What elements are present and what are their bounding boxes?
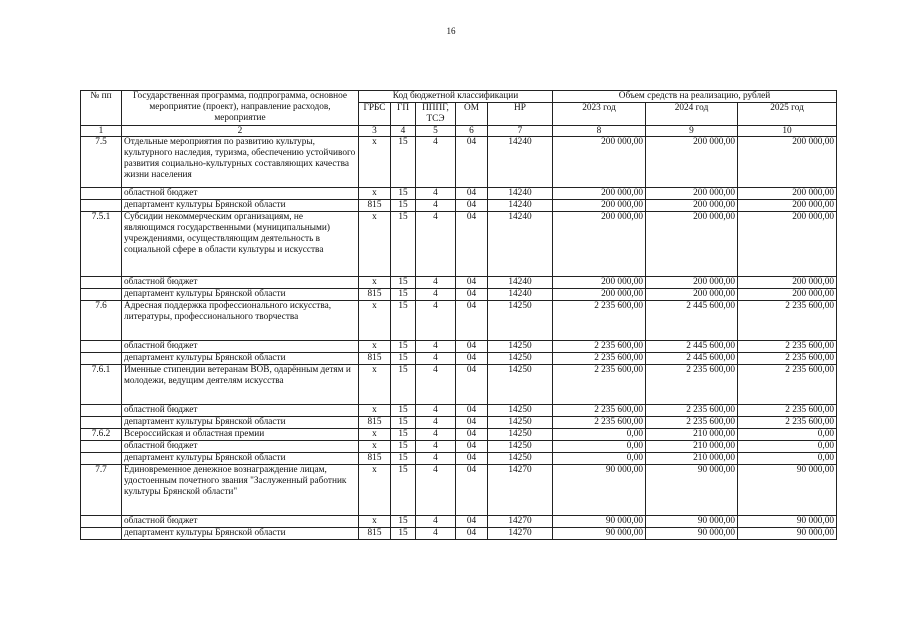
table-row — [81, 417, 837, 429]
amount-2024-cell: 90 000,00 — [646, 528, 738, 540]
header-year-2025: 2025 год — [738, 103, 837, 126]
gp-cell: 15 — [391, 365, 416, 405]
nr-cell: 14250 — [488, 441, 553, 453]
gp-cell: 15 — [391, 200, 416, 212]
row-name-cell: областной бюджет — [122, 341, 359, 353]
nr-cell: 14250 — [488, 353, 553, 365]
grbs-cell: х — [359, 137, 391, 188]
amount-2023-cell: 2 235 600,00 — [553, 365, 646, 405]
amount-2024-cell: 2 445 600,00 — [646, 353, 738, 365]
amount-2025-cell: 200 000,00 — [738, 277, 837, 289]
amount-2025-cell: 200 000,00 — [738, 200, 837, 212]
pppg-cell: 4 — [416, 528, 456, 540]
column-index: 9 — [646, 126, 738, 137]
nr-cell: 14270 — [488, 516, 553, 528]
om-cell: 04 — [456, 365, 488, 405]
row-number-cell — [81, 200, 122, 212]
column-index: 1 — [81, 126, 122, 137]
header-pppg: ПППГ, ТСЭ — [416, 103, 456, 126]
table-row — [81, 341, 837, 353]
column-index: 2 — [122, 126, 359, 137]
pppg-cell: 4 — [416, 188, 456, 200]
grbs-cell: х — [359, 341, 391, 353]
column-index: 3 — [359, 126, 391, 137]
nr-cell: 14250 — [488, 417, 553, 429]
om-cell: 04 — [456, 417, 488, 429]
row-number-cell — [81, 405, 122, 417]
table-row — [81, 353, 837, 365]
amount-2024-cell: 210 000,00 — [646, 453, 738, 465]
amount-2025-cell: 2 235 600,00 — [738, 341, 837, 353]
amount-2023-cell: 2 235 600,00 — [553, 417, 646, 429]
amount-2024-cell: 200 000,00 — [646, 212, 738, 277]
header-year-2024: 2024 год — [646, 103, 738, 126]
grbs-cell: х — [359, 429, 391, 441]
amount-2024-cell: 90 000,00 — [646, 516, 738, 528]
row-name-cell: областной бюджет — [122, 405, 359, 417]
nr-cell: 14240 — [488, 200, 553, 212]
row-name-cell: Адресная поддержка профессионального искусства, литературы, профессионального творчества — [122, 301, 359, 341]
amount-2023-cell: 0,00 — [553, 429, 646, 441]
amount-2023-cell: 200 000,00 — [553, 289, 646, 301]
gp-cell: 15 — [391, 277, 416, 289]
grbs-cell: х — [359, 365, 391, 405]
amount-2024-cell: 200 000,00 — [646, 137, 738, 188]
om-cell: 04 — [456, 137, 488, 188]
amount-2024-cell: 210 000,00 — [646, 441, 738, 453]
header-year-2023: 2023 год — [553, 103, 646, 126]
row-name-cell: Всероссийская и областная премии — [122, 429, 359, 441]
row-number-cell — [81, 441, 122, 453]
om-cell: 04 — [456, 441, 488, 453]
row-name-cell: департамент культуры Брянской области — [122, 289, 359, 301]
table-row — [81, 453, 837, 465]
row-number-cell — [81, 453, 122, 465]
om-cell: 04 — [456, 277, 488, 289]
row-name-cell: департамент культуры Брянской области — [122, 453, 359, 465]
amount-2025-cell: 200 000,00 — [738, 188, 837, 200]
row-number-cell — [81, 417, 122, 429]
amount-2024-cell: 200 000,00 — [646, 200, 738, 212]
pppg-cell: 4 — [416, 429, 456, 441]
table-row — [81, 212, 837, 277]
table-body — [81, 137, 837, 540]
header-gp: ГП — [391, 103, 416, 126]
om-cell: 04 — [456, 301, 488, 341]
amount-2023-cell: 200 000,00 — [553, 212, 646, 277]
row-name-cell: Именные стипендии ветеранам ВОВ, одарённым детям и молодежи, ведущим деятелям искусства — [122, 365, 359, 405]
grbs-cell: х — [359, 465, 391, 516]
pppg-cell: 4 — [416, 405, 456, 417]
amount-2023-cell: 2 235 600,00 — [553, 405, 646, 417]
row-name-cell: областной бюджет — [122, 441, 359, 453]
pppg-cell: 4 — [416, 341, 456, 353]
pppg-cell: 4 — [416, 200, 456, 212]
gp-cell: 15 — [391, 429, 416, 441]
amount-2025-cell: 0,00 — [738, 453, 837, 465]
row-name-cell: департамент культуры Брянской области — [122, 200, 359, 212]
gp-cell: 15 — [391, 301, 416, 341]
pppg-cell: 4 — [416, 516, 456, 528]
gp-cell: 15 — [391, 137, 416, 188]
amount-2024-cell: 200 000,00 — [646, 289, 738, 301]
amount-2023-cell: 0,00 — [553, 453, 646, 465]
grbs-cell: 815 — [359, 453, 391, 465]
header-number: № пп — [81, 91, 122, 126]
table-row — [81, 277, 837, 289]
gp-cell: 15 — [391, 188, 416, 200]
column-index: 8 — [553, 126, 646, 137]
amount-2023-cell: 200 000,00 — [553, 277, 646, 289]
amount-2024-cell: 2 235 600,00 — [646, 417, 738, 429]
grbs-cell: 815 — [359, 289, 391, 301]
row-number-cell — [81, 289, 122, 301]
row-name-cell: департамент культуры Брянской области — [122, 417, 359, 429]
om-cell: 04 — [456, 289, 488, 301]
gp-cell: 15 — [391, 417, 416, 429]
amount-2023-cell: 200 000,00 — [553, 200, 646, 212]
nr-cell: 14250 — [488, 405, 553, 417]
nr-cell: 14250 — [488, 365, 553, 405]
nr-cell: 14240 — [488, 277, 553, 289]
amount-2023-cell: 0,00 — [553, 441, 646, 453]
amount-2025-cell: 200 000,00 — [738, 212, 837, 277]
amount-2025-cell: 200 000,00 — [738, 289, 837, 301]
table-row — [81, 528, 837, 540]
om-cell: 04 — [456, 429, 488, 441]
header-om: ОМ — [456, 103, 488, 126]
nr-cell: 14250 — [488, 453, 553, 465]
amount-2024-cell: 2 445 600,00 — [646, 341, 738, 353]
amount-2024-cell: 200 000,00 — [646, 188, 738, 200]
om-cell: 04 — [456, 405, 488, 417]
column-index: 5 — [416, 126, 456, 137]
table-row — [81, 405, 837, 417]
amount-2025-cell: 0,00 — [738, 429, 837, 441]
amount-2023-cell: 2 235 600,00 — [553, 301, 646, 341]
gp-cell: 15 — [391, 289, 416, 301]
pppg-cell: 4 — [416, 137, 456, 188]
gp-cell: 15 — [391, 453, 416, 465]
row-number-cell — [81, 188, 122, 200]
row-number-cell: 7.7 — [81, 465, 122, 516]
amount-2024-cell: 2 235 600,00 — [646, 365, 738, 405]
table-row — [81, 429, 837, 441]
amount-2025-cell: 200 000,00 — [738, 137, 837, 188]
pppg-cell: 4 — [416, 417, 456, 429]
om-cell: 04 — [456, 528, 488, 540]
pppg-cell: 4 — [416, 365, 456, 405]
gp-cell: 15 — [391, 405, 416, 417]
page-number: 16 — [446, 26, 456, 36]
nr-cell: 14250 — [488, 429, 553, 441]
gp-cell: 15 — [391, 465, 416, 516]
row-number-cell — [81, 516, 122, 528]
row-number-cell — [81, 277, 122, 289]
table-row — [81, 137, 837, 188]
om-cell: 04 — [456, 516, 488, 528]
amount-2023-cell: 90 000,00 — [553, 465, 646, 516]
amount-2024-cell: 200 000,00 — [646, 277, 738, 289]
grbs-cell: х — [359, 277, 391, 289]
om-cell: 04 — [456, 353, 488, 365]
pppg-cell: 4 — [416, 289, 456, 301]
row-name-cell: Единовременное денежное вознаграждение лицам, удостоенным почетного звания "Заслуженный работник культуры Брянской области" — [122, 465, 359, 516]
amount-2025-cell: 2 235 600,00 — [738, 301, 837, 341]
header-program: Государственная программа, подпрограмма, основное мероприятие (проект), направление расходов, мероприятие — [122, 91, 359, 126]
column-index: 10 — [738, 126, 837, 137]
grbs-cell: х — [359, 516, 391, 528]
pppg-cell: 4 — [416, 353, 456, 365]
row-number-cell: 7.6.1 — [81, 365, 122, 405]
nr-cell: 14240 — [488, 137, 553, 188]
column-index: 7 — [488, 126, 553, 137]
grbs-cell: х — [359, 301, 391, 341]
row-number-cell — [81, 528, 122, 540]
row-name-cell: департамент культуры Брянской области — [122, 353, 359, 365]
amount-2025-cell: 2 235 600,00 — [738, 405, 837, 417]
row-number-cell: 7.5.1 — [81, 212, 122, 277]
pppg-cell: 4 — [416, 453, 456, 465]
row-number-cell: 7.5 — [81, 137, 122, 188]
table-row — [81, 516, 837, 528]
row-name-cell: областной бюджет — [122, 277, 359, 289]
row-number-cell — [81, 353, 122, 365]
om-cell: 04 — [456, 453, 488, 465]
amount-2025-cell: 2 235 600,00 — [738, 417, 837, 429]
amount-2023-cell: 200 000,00 — [553, 188, 646, 200]
om-cell: 04 — [456, 200, 488, 212]
om-cell: 04 — [456, 341, 488, 353]
nr-cell: 14240 — [488, 289, 553, 301]
gp-cell: 15 — [391, 516, 416, 528]
amount-2025-cell: 0,00 — [738, 441, 837, 453]
om-cell: 04 — [456, 188, 488, 200]
amount-2023-cell: 200 000,00 — [553, 137, 646, 188]
amount-2023-cell: 90 000,00 — [553, 528, 646, 540]
om-cell: 04 — [456, 212, 488, 277]
gp-cell: 15 — [391, 353, 416, 365]
grbs-cell: 815 — [359, 353, 391, 365]
amount-2024-cell: 90 000,00 — [646, 465, 738, 516]
amount-2024-cell: 2 235 600,00 — [646, 405, 738, 417]
pppg-cell: 4 — [416, 441, 456, 453]
gp-cell: 15 — [391, 212, 416, 277]
grbs-cell: 815 — [359, 528, 391, 540]
row-number-cell — [81, 341, 122, 353]
amount-2023-cell: 2 235 600,00 — [553, 341, 646, 353]
amount-2023-cell: 2 235 600,00 — [553, 353, 646, 365]
amount-2024-cell: 2 445 600,00 — [646, 301, 738, 341]
nr-cell: 14250 — [488, 341, 553, 353]
table-row — [81, 441, 837, 453]
amount-2023-cell: 90 000,00 — [553, 516, 646, 528]
amount-2025-cell: 2 235 600,00 — [738, 353, 837, 365]
gp-cell: 15 — [391, 528, 416, 540]
nr-cell: 14270 — [488, 528, 553, 540]
pppg-cell: 4 — [416, 301, 456, 341]
nr-cell: 14250 — [488, 301, 553, 341]
gp-cell: 15 — [391, 441, 416, 453]
amount-2025-cell: 2 235 600,00 — [738, 365, 837, 405]
row-name-cell: Субсидии некоммерческим организациям, не являющимся государственными (муниципальными) учреждениями, осуществляющим деятельность в социальной сфере в области культуры и искусства — [122, 212, 359, 277]
row-number-cell: 7.6.2 — [81, 429, 122, 441]
gp-cell: 15 — [391, 341, 416, 353]
table-row — [81, 365, 837, 405]
table-row — [81, 188, 837, 200]
grbs-cell: х — [359, 188, 391, 200]
header-grbs: ГРБС — [359, 103, 391, 126]
nr-cell: 14270 — [488, 465, 553, 516]
column-index: 4 — [391, 126, 416, 137]
table-row — [81, 465, 837, 516]
pppg-cell: 4 — [416, 277, 456, 289]
grbs-cell: 815 — [359, 417, 391, 429]
pppg-cell: 4 — [416, 212, 456, 277]
nr-cell: 14240 — [488, 212, 553, 277]
budget-table — [80, 90, 837, 540]
nr-cell: 14240 — [488, 188, 553, 200]
header-volume-group: Объем средств на реализацию, рублей — [553, 91, 837, 103]
header-budget-code-group: Код бюджетной классификации — [359, 91, 553, 103]
header-nr: НР — [488, 103, 553, 126]
amount-2025-cell: 90 000,00 — [738, 465, 837, 516]
table-row — [81, 289, 837, 301]
grbs-cell: х — [359, 441, 391, 453]
amount-2024-cell: 210 000,00 — [646, 429, 738, 441]
row-name-cell: областной бюджет — [122, 188, 359, 200]
grbs-cell: х — [359, 212, 391, 277]
grbs-cell: х — [359, 405, 391, 417]
amount-2025-cell: 90 000,00 — [738, 516, 837, 528]
row-name-cell: Отдельные мероприятия по развитию культуры, культурного наследия, туризма, обеспечению устойчивого развития социально-культурных составляющих качества жизни населения — [122, 137, 359, 188]
om-cell: 04 — [456, 465, 488, 516]
column-index: 6 — [456, 126, 488, 137]
row-name-cell: областной бюджет — [122, 516, 359, 528]
table-row — [81, 301, 837, 341]
grbs-cell: 815 — [359, 200, 391, 212]
table-row — [81, 200, 837, 212]
row-name-cell: департамент культуры Брянской области — [122, 528, 359, 540]
row-number-cell: 7.6 — [81, 301, 122, 341]
pppg-cell: 4 — [416, 465, 456, 516]
amount-2025-cell: 90 000,00 — [738, 528, 837, 540]
